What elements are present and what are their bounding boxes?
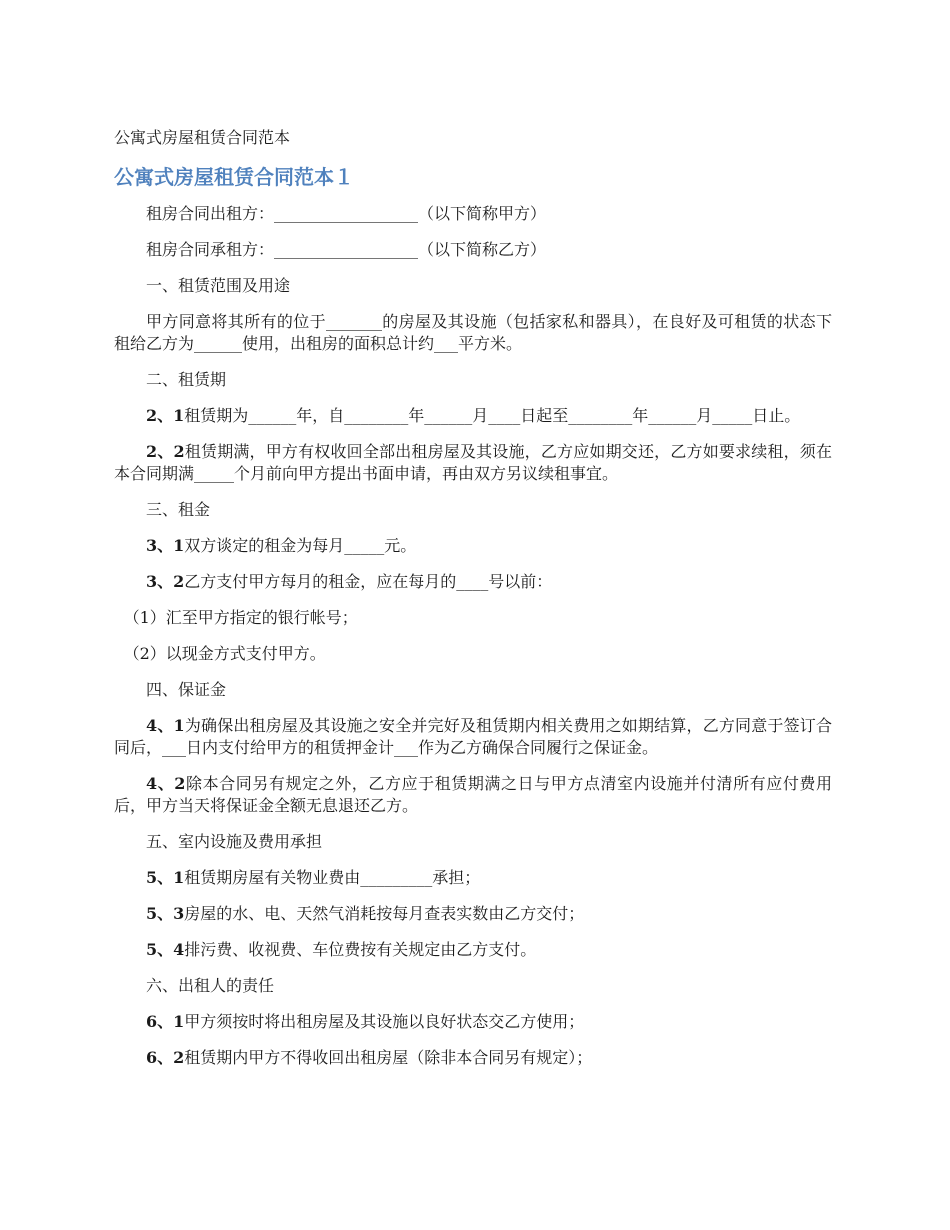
paragraph-text: 租赁期房屋有关物业费由_________承担； [184, 868, 481, 887]
clause-number: 6、2 [146, 1048, 185, 1067]
paragraph [114, 369, 832, 391]
paragraph-text: 六、出租人的责任 [146, 976, 275, 995]
paragraph-text: 五、室内设施及费用承担 [146, 832, 323, 851]
paragraph [114, 203, 832, 225]
paragraph-text: 甲方须按时将出租房屋及其设施以良好状态交乙方使用； [184, 1012, 585, 1031]
paragraph [114, 643, 832, 665]
paragraph [114, 311, 832, 355]
paragraph [114, 773, 832, 817]
clause-number: 4、1 [146, 716, 185, 735]
paragraph-text: 租赁期为______年，自________年______月____日起至________年______月_____日止。 [184, 406, 801, 425]
paragraph-text: 二、租赁期 [146, 370, 227, 389]
paragraph [114, 939, 832, 961]
clause-number: 3、2 [146, 572, 185, 591]
paragraph-text: 租赁期满，甲方有权收回全部出租房屋及其设施，乙方应如期交还，乙方如要求续租，须在本合同期满_____个月前向甲方提出书面申请，再由双方另议续租事宜。 [114, 442, 832, 483]
clause-number: 4、2 [146, 774, 186, 793]
paragraph [114, 975, 832, 997]
paragraph-text: 排污费、收视费、车位费按有关规定由乙方支付。 [184, 940, 537, 959]
paragraph-text: 租赁期内甲方不得收回出租房屋（除非本合同另有规定）； [184, 1048, 593, 1067]
section-heading: 公寓式房屋租赁合同范本１ [114, 165, 354, 189]
clause-number: 6、1 [146, 1012, 185, 1031]
clause-number: 5、1 [146, 868, 185, 887]
paragraph [114, 1047, 832, 1069]
paragraph [114, 679, 832, 701]
paragraph [114, 405, 832, 427]
paragraph-text: 三、租金 [146, 500, 211, 519]
paragraph [114, 571, 832, 593]
paragraph-text: 乙方支付甲方每月的租金，应在每月的____号以前： [184, 572, 553, 591]
paragraph-text: 房屋的水、电、天然气消耗按每月查表实数由乙方交付； [184, 904, 585, 923]
paragraph [114, 441, 832, 485]
clause-number: 2、1 [146, 406, 185, 425]
paragraph [114, 831, 832, 853]
paragraph-text: 一、租赁范围及用途 [146, 276, 291, 295]
paragraph [114, 867, 832, 889]
paragraph [114, 903, 832, 925]
clause-number: 2、2 [146, 442, 185, 461]
paragraph-text: （1）汇至甲方指定的银行帐号； [123, 608, 358, 627]
paragraph [114, 535, 832, 557]
document-body [114, 203, 832, 1069]
paragraph-text: 租房合同承租方：__________________（以下简称乙方） [146, 240, 547, 259]
paragraph [114, 499, 832, 521]
clause-number: 5、4 [146, 940, 185, 959]
paragraph-text: （2）以现金方式支付甲方。 [123, 644, 326, 663]
paragraph [114, 239, 832, 261]
clause-number: 5、3 [146, 904, 185, 923]
paragraph [114, 607, 832, 629]
paragraph-text: 为确保出租房屋及其设施之安全并完好及租赁期内相关费用之如期结算，乙方同意于签订合同后，___日内支付给甲方的租赁押金计___作为乙方确保合同履行之保证金。 [114, 716, 832, 757]
paragraph [114, 275, 832, 297]
paragraph-text: 四、保证金 [146, 680, 227, 699]
document-title: 公寓式房屋租赁合同范本 [114, 128, 291, 147]
paragraph-text: 双方谈定的租金为每月_____元。 [184, 536, 417, 555]
paragraph-text: 租房合同出租方：__________________（以下简称甲方） [146, 204, 547, 223]
paragraph [114, 1011, 832, 1033]
paragraph-text: 甲方同意将其所有的位于_______的房屋及其设施（包括家私和器具），在良好及可租赁的状态下租给乙方为______使用，出租房的面积总计约___平方米。 [114, 312, 832, 353]
clause-number: 3、1 [146, 536, 185, 555]
paragraph-text: 除本合同另有规定之外，乙方应于租赁期满之日与甲方点清室内设施并付清所有应付费用后，甲方当天将保证金全额无息退还乙方。 [114, 774, 832, 815]
paragraph [114, 715, 832, 759]
